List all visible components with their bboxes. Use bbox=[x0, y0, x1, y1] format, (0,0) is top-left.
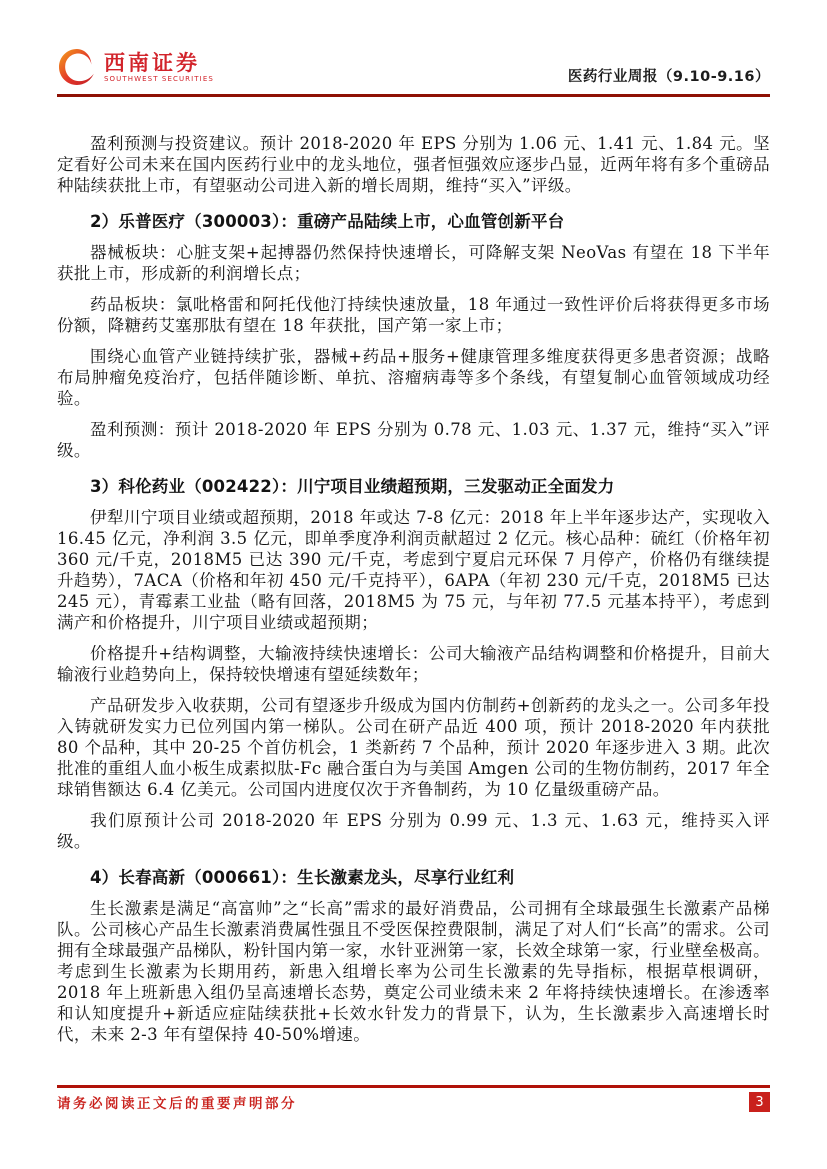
brand-name-en: SOUTHWEST SECURITIES bbox=[104, 74, 214, 83]
para-chuanning-performance: 伊犁川宁项目业绩或超预期，2018 年或达 7-8 亿元：2018 年上半年逐步达产，实现收入 16.45 亿元，净利润 3.5 亿元，即单季度净利润贡献超过 2 亿元。核心品种：硫红（价格年初 360 元/千克，2018M5 已达 390 元/千克，考虑到宁夏启元环保 7 月停产，价格仍有继续提升趋势），7ACA（价格和年初 450 元/千克持平），6APA（年初 230 元/千克，2018M5 已达 245 元），青霉素工业盐（略有回落，2018M5 为 75 元，与年初 77.5 元基本持平），考虑到满产和价格提升，川宁项目业绩或超预期； bbox=[57, 508, 770, 632]
para-rnd-harvest: 产品研发步入收获期，公司有望逐步升级成为国内仿制药+创新药的龙头之一。公司多年投入铸就研发实力已位列国内第一梯队。公司在研产品近 400 项，预计 2018-2020 年内获批 80 个品种，其中 20-25 个首仿机会，1 类新药 7 个品种，预计 2020 年逐步进入 3 期。此次批准的重组人血小板生成素拟肽-Fc 融合蛋白为与美国 Amgen 公司的生物仿制药，2017 年全球销售额达 6.4 亿美元。公司国内进度仅次于齐鲁制药，为 10 亿量级重磅产品。 bbox=[57, 696, 770, 799]
report-header bbox=[57, 42, 770, 92]
page-number-badge: 3 bbox=[749, 1092, 770, 1112]
brand-logo bbox=[57, 47, 214, 87]
para-cardio-expansion: 围绕心血管产业链持续扩张，器械+药品+服务+健康管理多维度获得更多患者资源；战略布局肿瘤免疫治疗，包括伴随诊断、单抗、溶瘤病毒等多个条线，有望复制心血管领域成功经验。 bbox=[57, 347, 770, 408]
logo-swoosh-icon bbox=[57, 47, 97, 87]
heading-kelun-pharma-002422: 3）科伦药业（002422）：川宁项目业绩超预期，三发驱动正全面发力 bbox=[90, 477, 615, 496]
para-kelun-eps-forecast: 我们原预计公司 2018-2020 年 EPS 分别为 0.99 元、1.3 元、1.63 元，维持买入评级。 bbox=[57, 811, 770, 851]
report-title: 医药行业周报（9.10-9.16） bbox=[567, 69, 770, 85]
heading-lepu-medical-300003: 2）乐普医疗（300003）：重磅产品陆续上市，心血管创新平台 bbox=[90, 212, 565, 231]
heading-changchun-gaoxin-000661: 4）长春高新（000661）：生长激素龙头，尽享行业红利 bbox=[90, 868, 515, 887]
footer-divider bbox=[57, 1085, 770, 1088]
header-divider bbox=[57, 94, 770, 97]
para-infusion-growth: 价格提升+结构调整，大输液持续快速增长：公司大输液产品结构调整和价格提升，目前大输液行业趋势向上，保持较快增速有望延续数年； bbox=[57, 644, 770, 684]
para-growth-hormone: 生长激素是满足“高富帅”之“长高”需求的最好消费品，公司拥有全球最强生长激素产品梯队。公司核心产品生长激素消费属性强且不受医保控费限制，满足了对人们“长高”的需求。公司拥有全球最强产品梯队，粉针国内第一家，水针亚洲第一家，长效全球第一家，行业壁垒极高。考虑到生长激素为长期用药，新患入组增长率为公司生长激素的先导指标，根据草根调研，2018 年上班新患入组仍呈高速增长态势，奠定公司业绩未来 2 年将持续快速增长。在渗透率和认知度提升+新适应症陆续获批+长效水针发力的背景下，认为，生长激素步入高速增长时代，未来 2-3 年有望保持 40-50%增速。 bbox=[57, 899, 770, 1044]
brand-name bbox=[104, 49, 214, 83]
report-body bbox=[57, 133, 770, 1055]
para-drug-segment: 药品板块：氯吡格雷和阿托伐他汀持续快速放量，18 年通过一致性评价后将获得更多市场份额，降糖药艾塞那肽有望在 18 年获批，国产第一家上市； bbox=[57, 295, 770, 335]
brand-name-cn: 西南证券 bbox=[104, 49, 200, 75]
para-profit-forecast-company1: 盈利预测与投资建议。预计 2018-2020 年 EPS 分别为 1.06 元、1.41 元、1.84 元。坚定看好公司未来在国内医药行业中的龙头地位，强者恒强效应逐步凸显，近两年将有多个重磅品种陆续获批上市，有望驱动公司进入新的增长周期，维持“买入”评级。 bbox=[57, 134, 770, 195]
footer-disclaimer: 请务必阅读正文后的重要声明部分 bbox=[57, 1096, 297, 1112]
para-device-segment: 器械板块：心脏支架+起搏器仍然保持快速增长，可降解支架 NeoVas 有望在 18 下半年获批上市，形成新的利润增长点； bbox=[57, 243, 770, 283]
report-footer bbox=[57, 1091, 770, 1113]
para-lepu-eps-forecast: 盈利预测：预计 2018-2020 年 EPS 分别为 0.78 元、1.03 元、1.37 元，维持“买入”评级。 bbox=[57, 420, 770, 460]
